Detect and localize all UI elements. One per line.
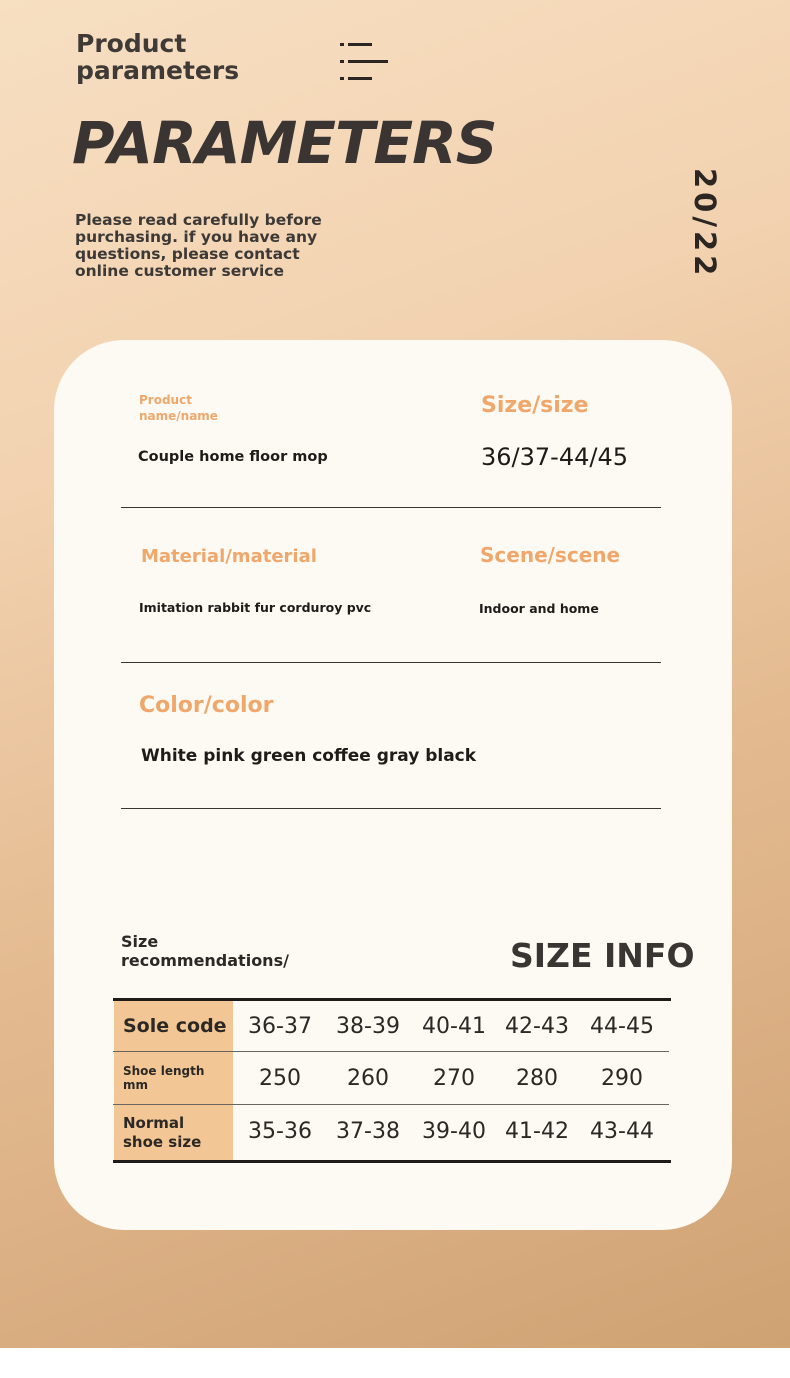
year-label: 20/22 <box>688 168 722 280</box>
size-recommendations-line2: recommendations/ <box>121 951 289 970</box>
color-value: White pink green coffee gray black <box>141 746 477 766</box>
table-bottom-border <box>113 1160 671 1163</box>
size-info-title: SIZE INFO <box>510 936 695 975</box>
menu-lines-icon <box>338 40 390 84</box>
section-title <box>76 30 239 84</box>
table-cell: 35-36 <box>248 1119 312 1144</box>
color-label: Color/color <box>139 693 274 718</box>
scene-value: Indoor and home <box>479 601 599 616</box>
page-title: PARAMETERS <box>72 109 497 177</box>
table-cell: 43-44 <box>590 1119 654 1144</box>
material-label: Material/material <box>141 546 317 567</box>
section-title-line1: Product <box>76 29 187 58</box>
product-name-value: Couple home floor mop <box>138 449 328 465</box>
size-recommendations-label <box>121 932 301 970</box>
product-name-label <box>139 392 218 424</box>
divider <box>121 662 661 663</box>
table-cell: 250 <box>259 1066 301 1091</box>
size-recommendations-line1: Size <box>121 932 159 951</box>
table-cell: 40-41 <box>422 1014 486 1039</box>
product-name-label-line2: name/name <box>139 409 218 423</box>
table-cell: 39-40 <box>422 1119 486 1144</box>
table-cell: 42-43 <box>505 1014 569 1039</box>
intro-text: Please read carefully before purchasing. if you have any questions, please contact online customer service <box>75 211 322 280</box>
size-label: Size/size <box>481 393 589 418</box>
table-cell: 290 <box>601 1066 643 1091</box>
material-value: Imitation rabbit fur corduroy pvc <box>139 600 372 615</box>
table-cell: 41-42 <box>505 1119 569 1144</box>
table-row-header-shoe-length: Shoe length mm <box>114 1052 233 1104</box>
table-row-header-normal-shoe-size <box>114 1105 233 1160</box>
table-cell: 36-37 <box>248 1014 312 1039</box>
table-cell: 260 <box>347 1066 389 1091</box>
size-value: 36/37-44/45 <box>481 443 628 471</box>
table-cell: 37-38 <box>336 1119 400 1144</box>
table-cell: 280 <box>516 1066 558 1091</box>
normal-shoe-size-line2: shoe size <box>123 1132 202 1151</box>
table-cell: 270 <box>433 1066 475 1091</box>
table-row-header-sole-code: Sole code <box>114 1001 233 1051</box>
divider <box>121 808 661 809</box>
divider <box>121 507 661 508</box>
table-cell: 38-39 <box>336 1014 400 1039</box>
normal-shoe-size-line1: Normal <box>123 1113 185 1132</box>
scene-label: Scene/scene <box>480 543 621 567</box>
section-title-line2: parameters <box>76 56 240 85</box>
table-cell: 44-45 <box>590 1014 654 1039</box>
product-name-label-line1: Product <box>139 393 192 407</box>
